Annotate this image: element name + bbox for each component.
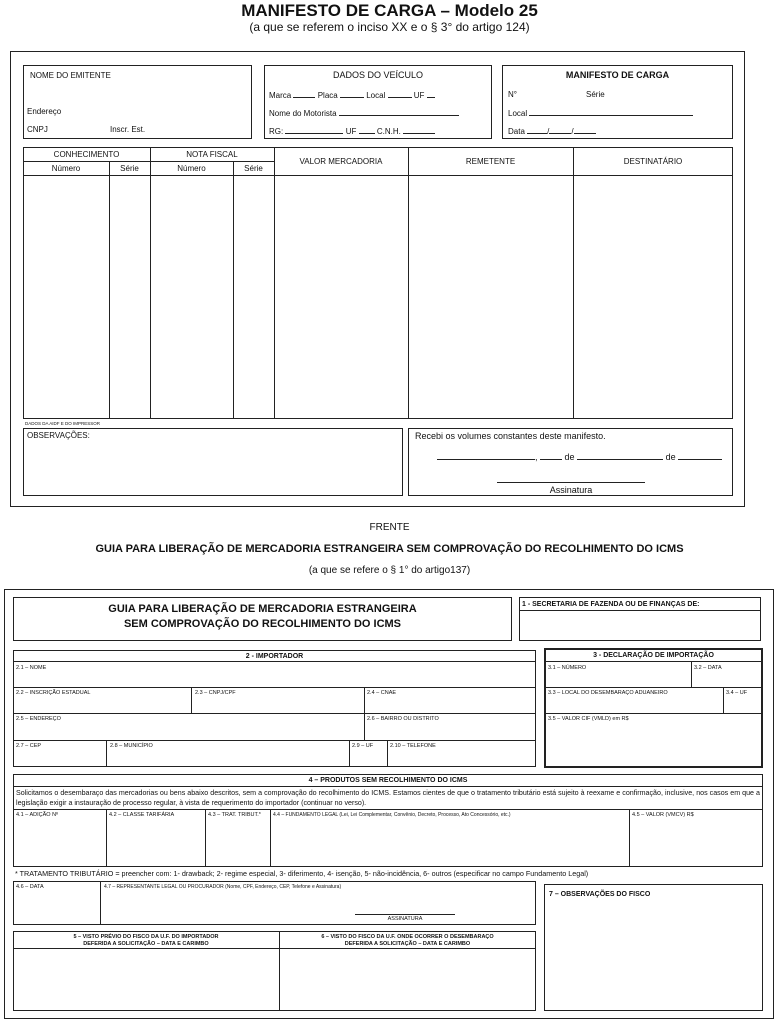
- declaracao-data-label: 3.2 – DATA: [694, 665, 722, 671]
- col-remetente: REMETENTE: [465, 157, 516, 166]
- visto5-line1: 5 – VISTO PRÉVIO DO FISCO DA U.F. DO IMPORTADOR: [73, 934, 219, 940]
- veiculo-uf2-label: UF: [345, 127, 357, 136]
- importador-cnae-label: 2.4 – CNAE: [367, 690, 397, 696]
- veiculo-motorista-label: Nome do Motorista: [269, 109, 337, 118]
- importador-nome-label: 2.1 – NOME: [16, 665, 47, 671]
- importador-municipio-label: 2.8 – MUNICÍPIO: [110, 743, 153, 749]
- manifesto-data-label: Data: [508, 127, 525, 136]
- frente-label: FRENTE: [369, 522, 410, 533]
- importador-cep-label: 2.7 – CEP: [16, 743, 42, 749]
- veiculo-uf-label: UF: [413, 91, 425, 100]
- veiculo-marca-label: Marca: [269, 91, 292, 100]
- manifesto-data-line: Data / /: [508, 126, 596, 136]
- observacoes-fisco-label: 7 – OBSERVAÇÕES DO FISCO: [549, 891, 651, 898]
- veiculo-motorista-line: [269, 108, 459, 118]
- veiculo-placa-label: Placa: [317, 91, 338, 100]
- veiculo-local-label: Local: [366, 91, 386, 100]
- emitente-inscr-label: Inscr. Est.: [110, 125, 146, 134]
- observacoes-fisco-box: [544, 884, 763, 1011]
- importador-telefone-label: 2.10 – TELEFONE: [390, 743, 436, 749]
- produtos-classe-label: 4.2 – CLASSE TARIFÁRIA: [109, 812, 175, 818]
- produtos-fundamento-label: 4.4 – FUNDAMENTO LEGAL (Lei, Lei Complementar, Convênio, Decreto, Processo, Ato Concessório, etc.): [273, 812, 511, 818]
- representante-label: 4.7 – REPRESENTANTE LEGAL OU PROCURADOR (Nome, CPF, Endereço, CEP, Telefone e Assinatura): [104, 884, 342, 890]
- recebi-date-line: , de de: [437, 452, 722, 462]
- dados-aidf-label: DADOS DA AIDF E DO IMPRESSOR: [25, 421, 101, 426]
- guia-title-2: SEM COMPROVAÇÃO DO RECOLHIMENTO DO ICMS: [123, 618, 402, 630]
- secretaria-label: 1 - SECRETARIA DE FAZENDA OU DE FINANÇAS DE:: [522, 601, 700, 608]
- veiculo-marca-line: [269, 90, 435, 100]
- declaracao-local-label: 3.3 – LOCAL DO DESEMBARAÇO ADUANEIRO: [548, 690, 668, 696]
- col-conhecimento-numero: Número: [51, 164, 81, 173]
- manifesto-serie-label: Série: [586, 90, 605, 99]
- veiculo-rg-label: RG:: [269, 127, 284, 136]
- visto5-line2: DEFERIDA A SOLICITAÇÃO – DATA E CARIMBO: [83, 941, 209, 947]
- col-conhecimento-serie: Série: [120, 164, 139, 173]
- importador-box: [13, 650, 536, 767]
- page-title: MANIFESTO DE CARGA – Modelo 25: [241, 1, 538, 20]
- recebi-de1: de: [564, 452, 575, 462]
- page-subtitle: (a que se referem o inciso XX e o § 3° do artigo 124): [249, 20, 530, 34]
- produtos-adicao-label: 4.1 – ADIÇÃO Nº: [16, 812, 59, 818]
- veiculo-rg-line: [269, 126, 435, 136]
- declaracao-title: 3 - DECLARAÇÃO DE IMPORTAÇÃO: [593, 652, 714, 659]
- observacoes-label: OBSERVAÇÕES:: [27, 431, 90, 440]
- emitente-nome-label: NOME DO EMITENTE: [30, 71, 111, 80]
- produtos-data-label: 4.6 – DATA: [16, 884, 44, 890]
- importador-cnpj-label: 2.3 – CNPJ/CPF: [195, 690, 236, 696]
- produtos-title: 4 – PRODUTOS SEM RECOLHIMENTO DO ICMS: [308, 777, 468, 784]
- declaracao-uf-label: 3.4 – UF: [726, 690, 748, 696]
- visto6-line2: DEFERIDA A SOLICITAÇÃO – DATA E CARIMBO: [344, 941, 471, 947]
- manifesto-box-title: MANIFESTO DE CARGA: [565, 70, 670, 80]
- declaracao-numero-label: 3.1 – NÚMERO: [548, 665, 587, 671]
- importador-title: 2 - IMPORTADOR: [245, 653, 304, 660]
- tratamento-nota: * TRATAMENTO TRIBUTÁRIO = preencher com: 1- drawback; 2- regime especial, 3- diferimento, 4- isenção, 5- não-incidência, 6- outros (especificar no campo Fundamento Legal): [15, 869, 589, 878]
- importador-uf-label: 2.9 – UF: [352, 743, 374, 749]
- importador-inscricao-label: 2.2 – INSCRIÇÃO ESTADUAL: [16, 690, 91, 696]
- emitente-endereco-label: Endereço: [27, 107, 62, 116]
- visto6-line1: 6 – VISTO DO FISCO DA U.F. ONDE OCORRER O DESEMBARAÇO: [321, 934, 494, 940]
- recebi-de2: de: [665, 452, 676, 462]
- importador-bairro-label: 2.6 – BAIRRO OU DISTRITO: [367, 716, 439, 722]
- manifesto-numero-label: N°: [508, 90, 517, 99]
- emitente-cnpj-label: CNPJ: [27, 125, 48, 134]
- recebi-text: Recebi os volumes constantes deste manifesto.: [415, 431, 606, 441]
- col-nota-numero: Número: [177, 164, 206, 173]
- guia-subheading: (a que se refere o § 1° do artigo137): [308, 565, 471, 576]
- produtos-trat-label: 4.3 – TRAT. TRIBUT.*: [208, 812, 261, 818]
- guia-title-1: GUIA PARA LIBERAÇÃO DE MERCADORIA ESTRANGEIRA: [108, 603, 417, 615]
- representante-assinatura: ASSINATURA: [387, 916, 423, 922]
- recebi-assinatura: Assinatura: [549, 485, 593, 495]
- col-nota-serie: Série: [244, 164, 263, 173]
- declaracao-valor-label: 3.5 – VALOR CIF (VMLD) em R$: [548, 716, 629, 722]
- manifesto-table: [23, 147, 733, 419]
- col-nota-fiscal: NOTA FISCAL: [186, 150, 238, 159]
- manifesto-local-line: [508, 108, 693, 118]
- importador-endereco-label: 2.5 – ENDEREÇO: [16, 716, 61, 722]
- guia-heading: GUIA PARA LIBERAÇÃO DE MERCADORIA ESTRANGEIRA SEM COMPROVAÇÃO DO RECOLHIMENTO DO ICMS: [95, 543, 684, 555]
- col-valor-mercadoria: VALOR MERCADORIA: [299, 157, 383, 166]
- col-conhecimento: CONHECIMENTO: [53, 150, 120, 159]
- veiculo-title: DADOS DO VEÍCULO: [332, 70, 424, 80]
- col-destinatario: DESTINATÁRIO: [623, 157, 683, 166]
- produtos-valor-label: 4.5 – VALOR (VMCV) R$: [632, 812, 694, 818]
- produtos-texto: Solicitamos o desembaraço das mercadorias ou bens abaixo descritos, sem a comprovação do recolhimento do ICMS. Estamos cientes de que o tratamento tributário está sujeito à reexame e confirmação, inclusive, nos casos em que a legislação exigir a instauração de processo regular, à vista de requerimento do importador (continuar no verso).: [16, 789, 760, 807]
- manifesto-local-label: Local: [508, 109, 528, 118]
- veiculo-cnh-label: C.N.H.: [376, 127, 401, 136]
